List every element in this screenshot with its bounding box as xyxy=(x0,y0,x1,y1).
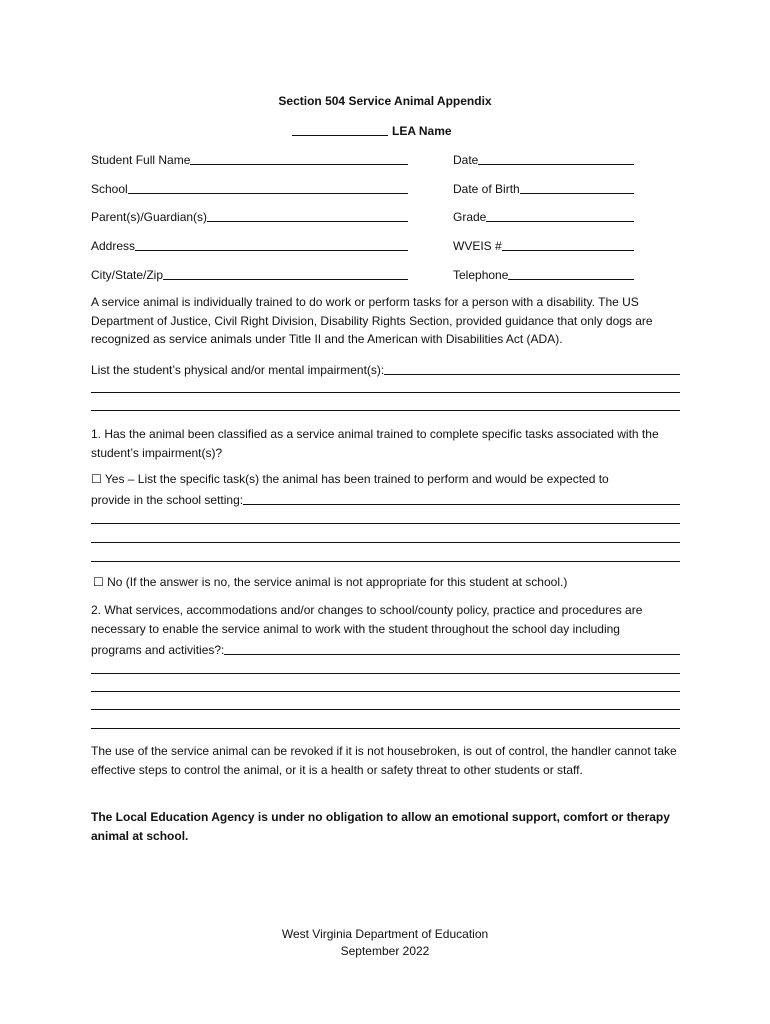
yes-task-label: provide in the school setting: xyxy=(91,493,244,507)
question-2-line-2: necessary to enable the service animal to work with the student throughout the school day including xyxy=(91,622,620,636)
school-label: School xyxy=(91,182,128,196)
question-2-field[interactable] xyxy=(224,642,680,655)
city-state-zip-label: City/State/Zip xyxy=(91,268,164,282)
guardian-row xyxy=(91,208,408,224)
school-field[interactable] xyxy=(128,181,408,194)
question-2-line-3: programs and activities?: xyxy=(91,643,225,657)
impairment-field[interactable] xyxy=(384,362,680,375)
no-option[interactable]: ☐ No (If the answer is no, the service animal is not appropriate for this student at school.) xyxy=(93,575,568,589)
lea-name-label: LEA Name xyxy=(392,124,452,138)
impairment-row xyxy=(91,361,680,377)
telephone-row xyxy=(453,266,634,282)
impairment-label: List the student’s physical and/or mental impairment(s): xyxy=(91,363,385,377)
notice-bold: The Local Education Agency is under no obligation to allow an emotional support, comfort or therapy animal at school. xyxy=(91,810,670,843)
dob-field[interactable] xyxy=(520,181,634,194)
date-row xyxy=(453,151,634,167)
impairment-line-3[interactable] xyxy=(91,410,680,411)
grade-field[interactable] xyxy=(486,209,634,222)
question-2-line-b[interactable] xyxy=(91,691,680,692)
page-title: Section 504 Service Animal Appendix xyxy=(278,94,492,108)
lea-name-row xyxy=(292,122,452,138)
city-state-zip-row xyxy=(91,266,408,282)
revocation-paragraph: The use of the service animal can be revoked if it is not housebroken, is out of control, the handler cannot take effective steps to control the animal, or it is a health or safety threat to other students or staff. xyxy=(91,744,677,777)
guardian-label: Parent(s)/Guardian(s) xyxy=(91,210,208,224)
yes-option[interactable]: ☐ Yes – List the specific task(s) the animal has been trained to perform and would be expected to xyxy=(91,472,609,486)
date-label: Date xyxy=(453,153,479,167)
impairment-line-2[interactable] xyxy=(91,392,680,393)
question-2-line-1: 2. What services, accommodations and/or changes to school/county policy, practice and procedures are xyxy=(91,603,643,617)
yes-task-line-3[interactable] xyxy=(91,542,680,543)
student-name-row xyxy=(91,151,408,167)
address-label: Address xyxy=(91,239,136,253)
telephone-field[interactable] xyxy=(508,267,634,280)
yes-task-field[interactable] xyxy=(243,492,680,505)
wveis-row xyxy=(453,237,634,253)
address-field[interactable] xyxy=(135,238,408,251)
yes-task-row xyxy=(91,491,680,507)
student-name-label: Student Full Name xyxy=(91,153,191,167)
question-2-line-c[interactable] xyxy=(91,709,680,710)
intro-paragraph: A service animal is individually trained to do work or perform tasks for a person with a disability. The US Department of Justice, Civil Right Division, Disability Rights Section, provided guidance that only dogs are recognized as service animals under Title II and the American with Disabilities Act (ADA). xyxy=(91,295,653,346)
question-2-line-a[interactable] xyxy=(91,673,680,674)
lea-name-field[interactable] xyxy=(292,123,388,136)
yes-task-line-2[interactable] xyxy=(91,523,680,524)
question-2-answer-row xyxy=(91,641,680,657)
footer-date: September 2022 xyxy=(340,944,430,958)
telephone-label: Telephone xyxy=(453,268,509,282)
grade-row xyxy=(453,208,634,224)
question-1: 1. Has the animal been classified as a service animal trained to complete specific tasks associated with the student’s impairment(s)? xyxy=(91,427,659,460)
school-row xyxy=(91,180,408,196)
wveis-field[interactable] xyxy=(502,238,634,251)
address-row xyxy=(91,237,408,253)
date-field[interactable] xyxy=(478,152,634,165)
city-state-zip-field[interactable] xyxy=(163,267,408,280)
guardian-field[interactable] xyxy=(207,209,408,222)
footer-organization: West Virginia Department of Education xyxy=(281,927,489,941)
grade-label: Grade xyxy=(453,210,487,224)
dob-label: Date of Birth xyxy=(453,182,520,196)
dob-row xyxy=(453,180,634,196)
wveis-label: WVEIS # xyxy=(453,239,502,253)
student-name-field[interactable] xyxy=(190,152,408,165)
question-2-line-d[interactable] xyxy=(91,728,680,729)
yes-task-line-4[interactable] xyxy=(91,561,680,562)
